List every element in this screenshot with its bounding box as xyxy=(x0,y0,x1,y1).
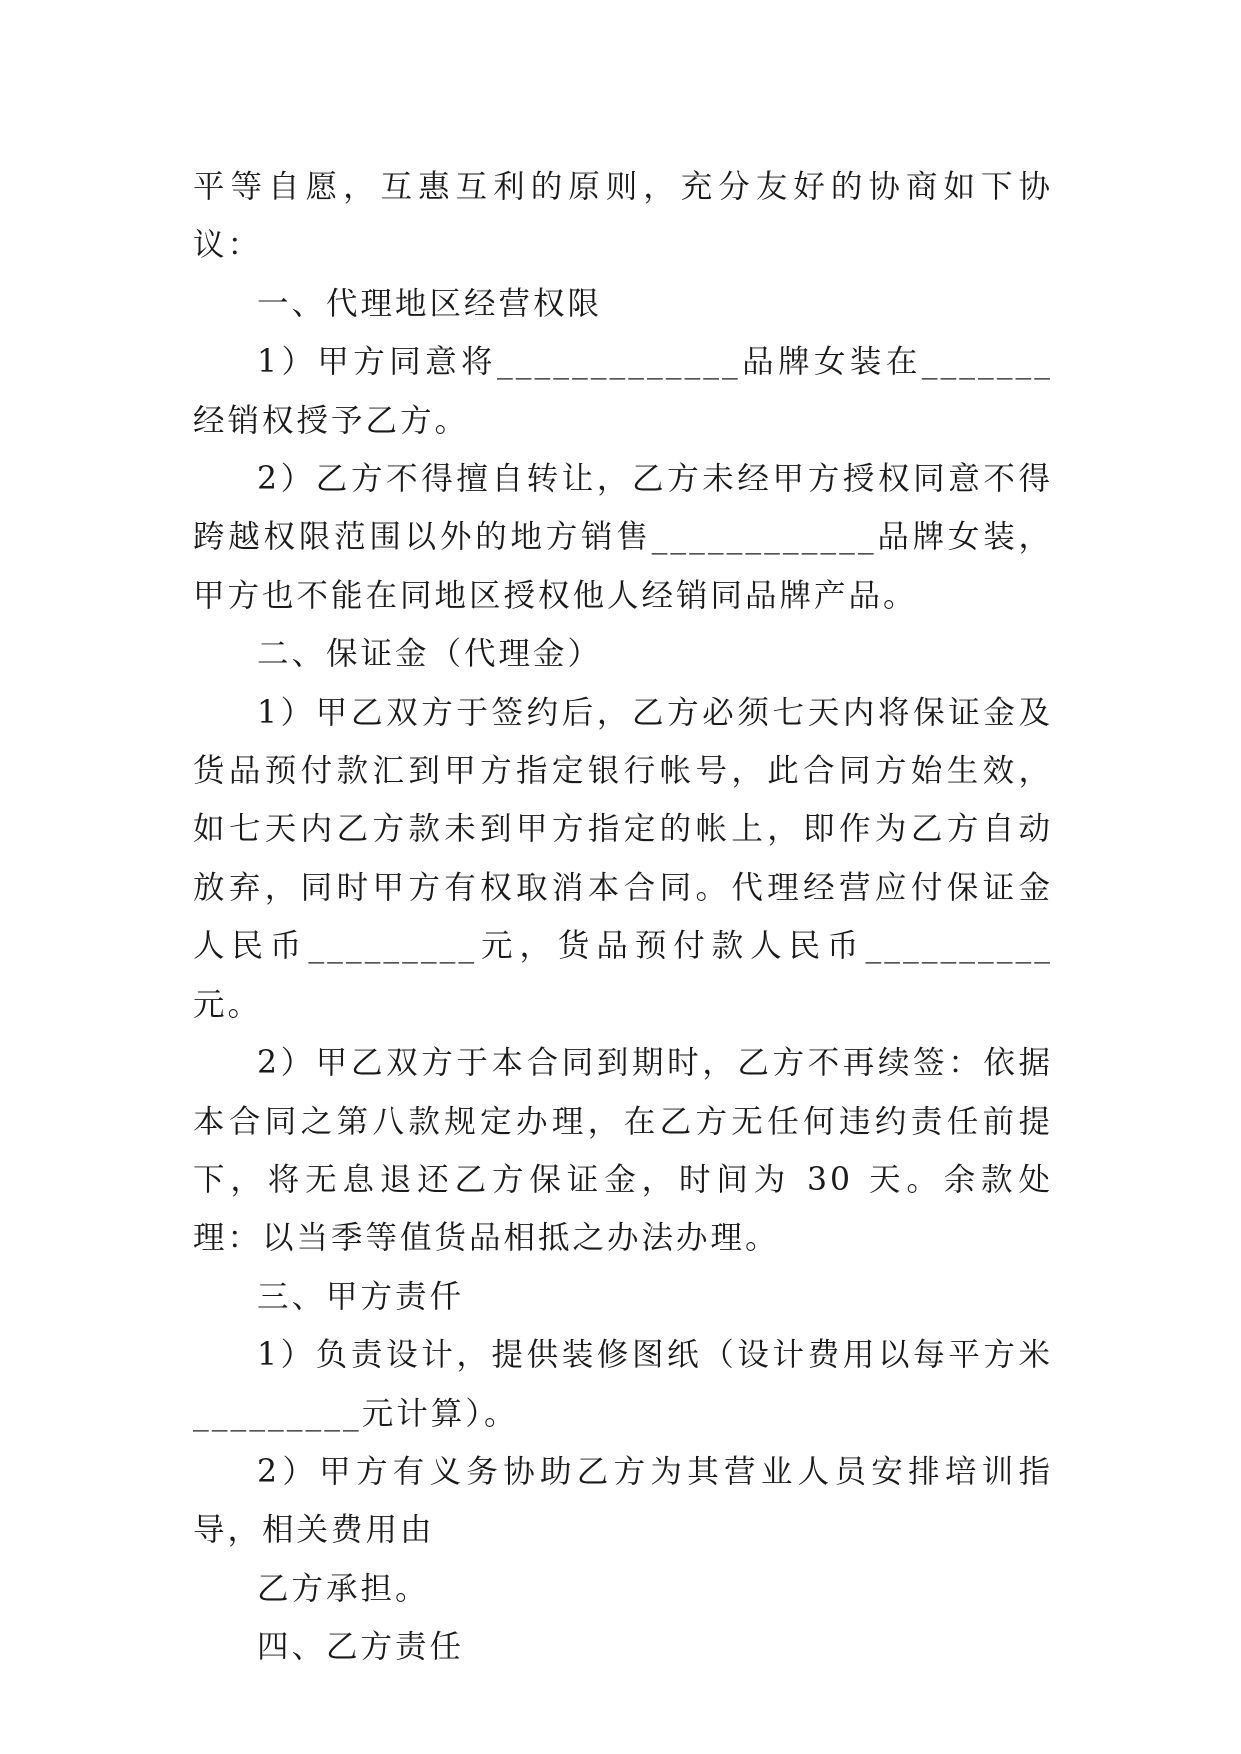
section-3-clause-1: 1）负责设计，提供装修图纸（设计费用以每平方米_________元计算）。 xyxy=(193,1337,1053,1432)
section-3-clause-2-continued: 乙方承担。 xyxy=(257,1570,430,1607)
section-2-heading: 二、保证金（代理金） xyxy=(257,636,603,673)
intro-paragraph: 平等自愿，互惠互利的原则，充分友好的协商如下协议： xyxy=(193,169,1053,264)
section-1-clause-2: 2）乙方不得擅自转让，乙方未经甲方授权同意不得跨越权限范围以外的地方销售____________品牌女装，甲方也不能在同地区授权他人经销同品牌产品。 xyxy=(193,461,1053,614)
section-1-heading: 一、代理地区经营权限 xyxy=(257,285,603,322)
section-4-heading: 四、乙方责任 xyxy=(257,1629,465,1666)
section-2-clause-2: 2）甲乙双方于本合同到期时，乙方不再续签：依据本合同之第八款规定办理，在乙方无任何违约责任前提下，将无息退还乙方保证金，时间为 30 天。余款处理：以当季等值货品相抵之办法办理。 xyxy=(193,1045,1053,1257)
section-1-clause-1: 1）甲方同意将_____________品牌女装在_______经销权授予乙方。 xyxy=(193,344,1053,439)
document-page xyxy=(193,158,1053,1677)
section-3-heading: 三、甲方责仟 xyxy=(257,1278,465,1315)
section-3-clause-2: 2）甲方有义务协助乙方为其营业人员安排培训指导，相关费用由 xyxy=(193,1453,1053,1549)
section-2-clause-1: 1）甲乙双方于签约后，乙方必须七天内将保证金及货品预付款汇到甲方指定银行帐号，此合同方始生效，如七天内乙方款未到甲方指定的帐上，即作为乙方自动放弃，同时甲方有权取消本合同。代理经营应付保证金人民币_________元，货品预付款人民币__________元。 xyxy=(193,694,1053,1023)
